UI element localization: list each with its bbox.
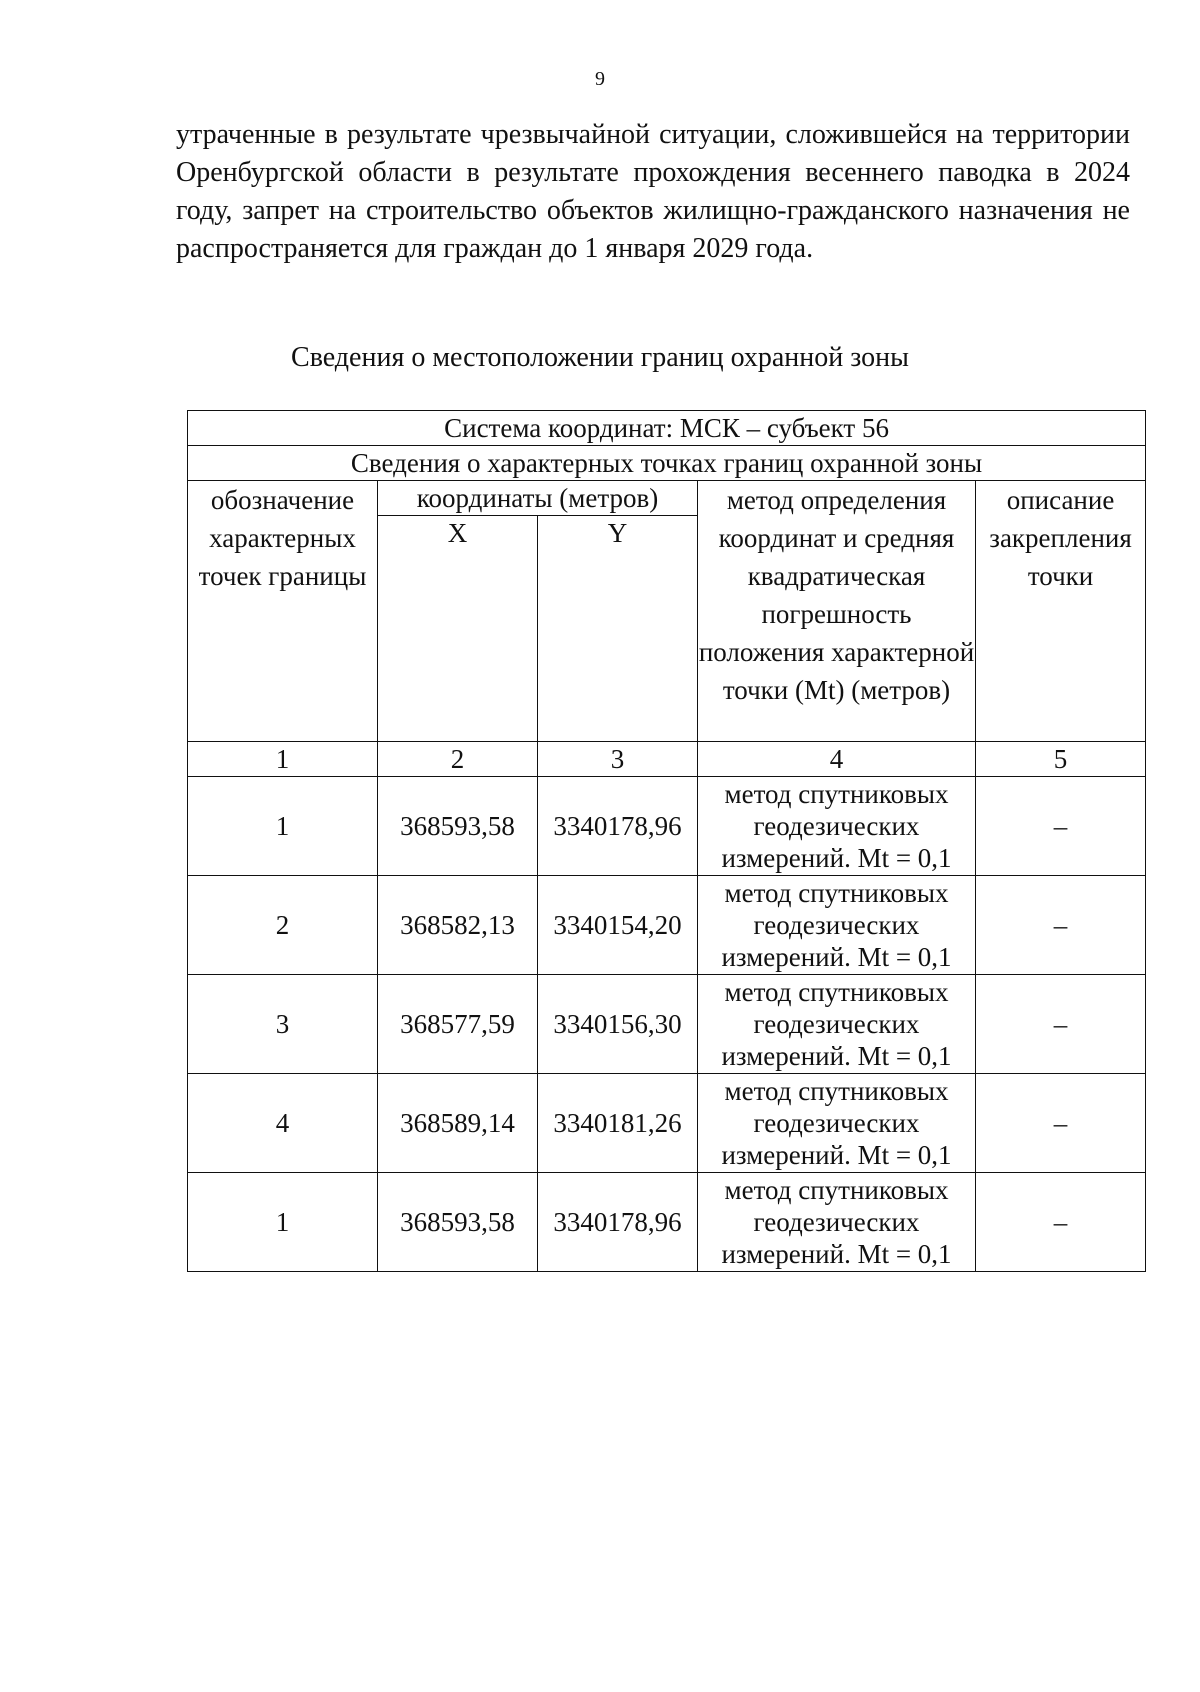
boundary-points-table bbox=[187, 410, 1146, 1272]
y-cell: 3340178,96 bbox=[538, 1173, 698, 1272]
page-number: 9 bbox=[595, 68, 605, 90]
y-cell: 3340154,20 bbox=[538, 876, 698, 975]
coord-system-cell: Система координат: МСК – субъект 56 bbox=[188, 411, 1146, 446]
table-row bbox=[188, 1173, 1146, 1272]
table-row bbox=[188, 777, 1146, 876]
method-line: геодезических bbox=[753, 910, 920, 940]
col-number: 2 bbox=[378, 742, 538, 777]
desc-cell: – bbox=[976, 1074, 1146, 1173]
point-cell: 3 bbox=[188, 975, 378, 1074]
method-line: метод спутниковых bbox=[724, 779, 949, 809]
col-header-point: обозначение характерных точек границы bbox=[188, 481, 378, 742]
table-row bbox=[188, 975, 1146, 1074]
method-line: метод спутниковых bbox=[724, 977, 949, 1007]
col-header-desc: описание закрепления точки bbox=[976, 481, 1146, 742]
column-number-row bbox=[188, 742, 1146, 777]
desc-cell: – bbox=[976, 876, 1146, 975]
method-line: геодезических bbox=[753, 1108, 920, 1138]
col-number: 5 bbox=[976, 742, 1146, 777]
method-line: измерений. Mt = 0,1 bbox=[721, 1140, 952, 1170]
y-cell: 3340156,30 bbox=[538, 975, 698, 1074]
point-cell: 2 bbox=[188, 876, 378, 975]
method-line: геодезических bbox=[753, 811, 920, 841]
method-line: измерений. Mt = 0,1 bbox=[721, 1239, 952, 1269]
col-header-method: метод определения координат и средняя квадратическая погрешность положения характерной точки (Mt) (метров) bbox=[698, 481, 976, 742]
table-row bbox=[188, 876, 1146, 975]
body-paragraph: утраченные в результате чрезвычайной ситуации, сложившейся на территории Оренбургской области в результате прохождения весеннего паводка в 2024 году, запрет на строительство объектов жилищно-гражданского назначения не распространяется для граждан до 1 января 2029 года. bbox=[176, 119, 1130, 264]
method-cell bbox=[698, 1173, 976, 1272]
point-cell: 1 bbox=[188, 777, 378, 876]
method-line: измерений. Mt = 0,1 bbox=[721, 942, 952, 972]
method-line: метод спутниковых bbox=[724, 1076, 949, 1106]
col-number: 4 bbox=[698, 742, 976, 777]
col-number: 1 bbox=[188, 742, 378, 777]
column-header-row bbox=[188, 481, 1146, 516]
col-header-x: X bbox=[378, 516, 538, 742]
table-title: Сведения о местоположении границ охранной зоны bbox=[291, 342, 909, 373]
desc-cell: – bbox=[976, 975, 1146, 1074]
method-line: геодезических bbox=[753, 1207, 920, 1237]
method-cell bbox=[698, 777, 976, 876]
method-cell bbox=[698, 876, 976, 975]
method-line: метод спутниковых bbox=[724, 878, 949, 908]
y-cell: 3340178,96 bbox=[538, 777, 698, 876]
method-line: геодезических bbox=[753, 1009, 920, 1039]
method-cell bbox=[698, 1074, 976, 1173]
y-cell: 3340181,26 bbox=[538, 1074, 698, 1173]
method-cell bbox=[698, 975, 976, 1074]
desc-cell: – bbox=[976, 1173, 1146, 1272]
x-cell: 368589,14 bbox=[378, 1074, 538, 1173]
col-header-coords: координаты (метров) bbox=[378, 481, 698, 516]
x-cell: 368593,58 bbox=[378, 1173, 538, 1272]
col-header-y: Y bbox=[538, 516, 698, 742]
table-row bbox=[188, 1074, 1146, 1173]
desc-cell: – bbox=[976, 777, 1146, 876]
points-header-cell: Сведения о характерных точках границ охранной зоны bbox=[188, 446, 1146, 481]
x-cell: 368582,13 bbox=[378, 876, 538, 975]
method-line: измерений. Mt = 0,1 bbox=[721, 843, 952, 873]
points-header-row bbox=[188, 446, 1146, 481]
method-line: измерений. Mt = 0,1 bbox=[721, 1041, 952, 1071]
coord-system-row bbox=[188, 411, 1146, 446]
x-cell: 368593,58 bbox=[378, 777, 538, 876]
x-cell: 368577,59 bbox=[378, 975, 538, 1074]
point-cell: 1 bbox=[188, 1173, 378, 1272]
col-number: 3 bbox=[538, 742, 698, 777]
method-line: метод спутниковых bbox=[724, 1175, 949, 1205]
point-cell: 4 bbox=[188, 1074, 378, 1173]
